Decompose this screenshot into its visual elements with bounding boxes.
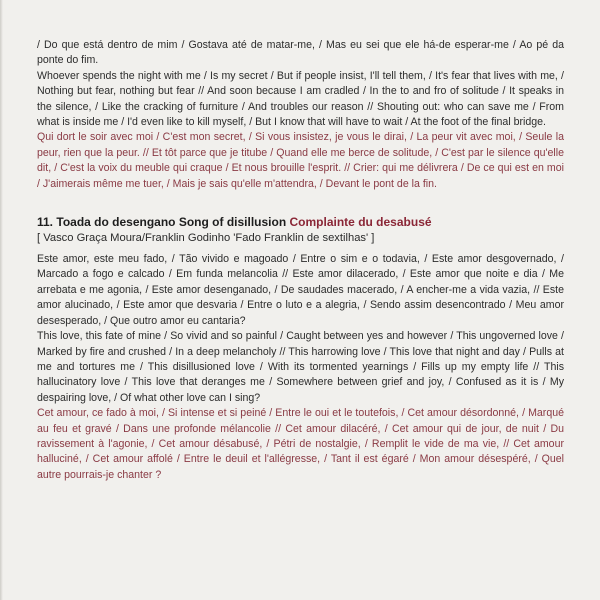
lyrics-french-2: Cet amour, ce fado à moi, / Si intense et si peiné / Entre le oui et le toutefois, / Cet amour désordonné, / Marqué au feu et gravé / Dans une profonde mélancolie // Cet amour dilacéré, / Cet amour qui de jour, de nuit / Du ravissement à l'agonie, / Cet amour désabusé, / Pétri de nostalgie, / Remplit le vide de ma vie, // Cet amour halluciné, / Cet amour affolé / Entre le deuil et l'allégresse, / Tant il est égaré / Mon amour désespéré, / Quel autre pourrais-je chanter ? xyxy=(37,407,564,481)
track-number: 11. xyxy=(37,215,54,230)
track-credits: [ Vasco Graça Moura/Franklin Godinho 'Fado Franklin de sextilhas' ] xyxy=(37,232,375,245)
booklet-page xyxy=(37,38,564,483)
lyrics-french-1: Qui dort le soir avec moi / C'est mon secret, / Si vous insistez, je vous le dirai, / La peur vit avec moi, / Seule la peur, rien que la peur. // Et tôt parce que je titube / Quand elle me berce de solitude, / C'est par le silence qu'elle dit, / C'est la voix du meuble qui craque / Et nous brouille l'esprit. // Crier: qui me délivrera / De ce qui est en moi / J'aimerais même me tuer, / Mais je sais qu'elle m'attendra, / Devant le pont de la fin. xyxy=(37,131,564,190)
lyrics-portuguese-1: / Do que está dentro de mim / Gostava até de matar-me, / Mas eu sei que ele há-de esperar-me / Ao pé da ponte do fim. xyxy=(37,39,564,67)
track-title-portuguese: Toada do desengano xyxy=(56,215,176,230)
track-title-french: Complainte du desabusé xyxy=(289,215,432,230)
lyrics-english-2: This love, this fate of mine / So vivid and so painful / Caught between yes and however / This ungoverned love / Marked by fire and crushed / In a deep melancholy // This harrowing love / This love that night and day / Pulls at me and tortures me / This disillusioned love / With its tormented yearnings / Fills up my empty life // This hallucinatory love / This love that deranges me / Somewhere between grief and joy, / Confused as it is / My despairing love, / Of what other love can I sing? xyxy=(37,330,564,404)
lyrics-english-1: Whoever spends the night with me / Is my secret / But if people insist, I'll tell them, / It's fear that lives with me, / Nothing but fear, nothing but fear // And soon because I am cradled / In the to and fro of solitude / It speaks in the silence, / Like the cracking of furniture / And troubles our reason // Shouting out: who can save me / From what is inside me / I'd even like to kill myself, / But I know that will have to wait / At the foot of the final bridge. xyxy=(37,69,564,129)
lyrics-portuguese-2: Este amor, este meu fado, / Tão vivido e magoado / Entre o sim e o todavia, / Este amor desgovernado, / Marcado a fogo e calcado / Em funda melancolia // Este amor dilacerado, / Este amor que noite e dia / Me arrebata e me agonia, / Este amor desenganado, / De saudades macerado, / A encher-me a vida vazia, // Este amor alucinado, / Este amor que desvaria / Entre o luto e a alegria, / Sendo assim desencontrado / Meu amor desesperado, / Que outro amor eu cantaria? xyxy=(37,253,564,327)
track-title-english: Song of disillusion xyxy=(178,215,287,230)
page-edge xyxy=(0,0,3,600)
track-heading xyxy=(37,214,564,230)
